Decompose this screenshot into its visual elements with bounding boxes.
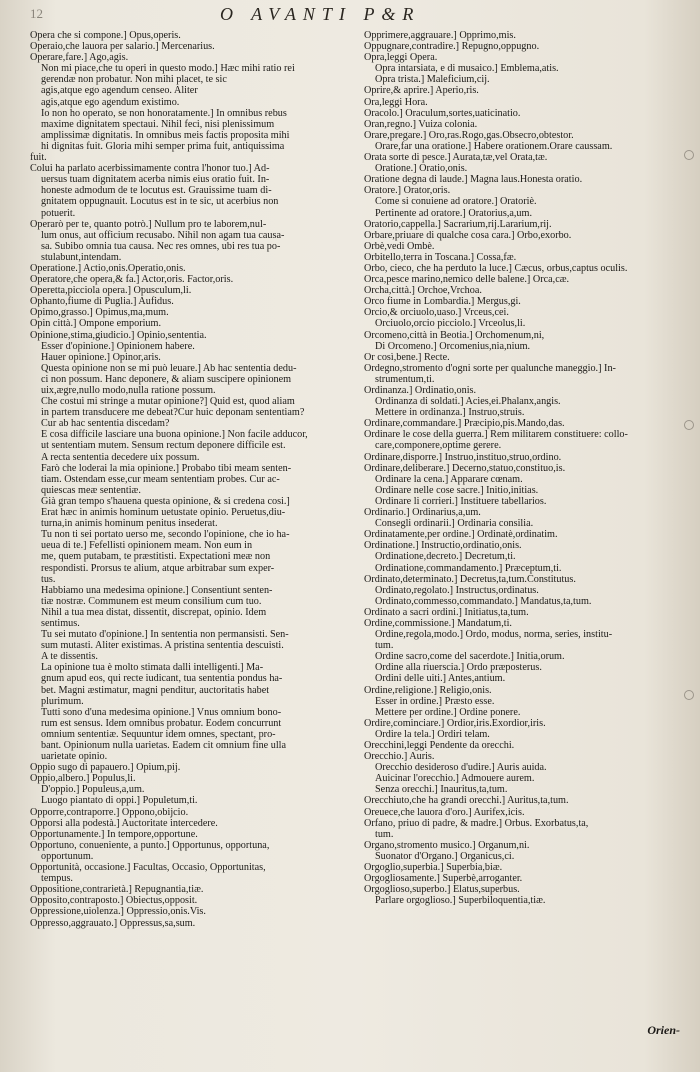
dictionary-entry: Opportuno, conueniente, a punto.] Opportunus, opportuna, [30,839,270,851]
dictionary-entry: Ora,leggi Hora. [364,96,428,108]
dictionary-entry: Questa opinione non se mi può leuare.] Ab hac sententia dedu- [41,362,297,374]
dictionary-entry: ueua di te.] Fefellisti opinionem meam. Non eum in [41,540,253,552]
dictionary-entry: Oppositione,contrarietà.] Repugnantia,tiæ. [30,884,204,896]
dictionary-entry: Cur ab hac sententia discedam? [41,418,170,430]
dictionary-entry: Opporre,contraporre.] Oppono,obijcio. [30,806,189,818]
dictionary-entry: Ordinatione,commandamento.] Præceptum,ti. [375,562,562,574]
dictionary-entry: Oratore.] Orator,oris. [364,185,451,197]
dictionary-entry: in partem transducere me debeat?Cur huic deponam sententiam? [41,407,305,419]
dictionary-entry: Opra trista.] Maleficium,cij. [375,74,490,86]
dictionary-entry: care,componere,optime gerere. [375,440,502,452]
dictionary-entry: Colui ha parlato acerbissimamente contra l'honor tuo.] Ad- [30,163,270,175]
dictionary-entry: Opporsi alla podestà.] Auctoritate intercedere. [30,817,218,829]
dictionary-entry: Come si conuiene ad oratore.] Oratoriè. [375,196,537,208]
dictionary-entry: Opportunità, occasione.] Facultas, Occasio, Opportunitas, [30,862,266,874]
dictionary-entry: Oratorio,cappella.] Sacrarium,rij.Lararium,rij. [364,218,552,230]
dictionary-entry: tum. [375,828,394,840]
ring-mark-icon [684,420,694,430]
dictionary-entry: Ordinario.] Ordinarius,a,um. [364,507,481,519]
dictionary-entry: Operarò per te, quanto potrò.] Nullum pro te laborem,nul- [30,218,267,230]
dictionary-entry: Orgoglioso,superbo.] Elatus,superbus. [364,884,520,896]
dictionary-entry: Opin città.] Ompone emporium. [30,318,161,330]
dictionary-entry: Io non ho operato, se non honoratamente.] In omnibus rebus [41,107,287,119]
dictionary-entry: Nihil a tua mea distat, dissentit, discrepat, opinio. Idem [41,606,267,618]
dictionary-entry: Suonator d'Organo.] Organicus,ci. [375,850,515,862]
dictionary-entry: sa. Subibo omnia tua causa. Nec res omnes, ubi res tua po- [41,240,281,252]
dictionary-entry: A recta sententia decedere uix possum. [41,451,200,463]
dictionary-entry: Parlare orgoglioso.] Superbiloquentia,tiæ. [375,895,546,907]
dictionary-entry: Opposito,contraposto.] Obiectus,opposit. [30,895,198,907]
dictionary-entry: omnium sententiæ. Sequuntur idem omnes, spectant, pro- [41,728,276,740]
dictionary-entry: uarietate opinio. [41,751,108,763]
dictionary-entry: Or così,bene.] Recte. [364,351,450,363]
dictionary-entry: Orcomeno,città in Beotia.] Orchomenum,ni, [364,329,545,341]
dictionary-entry: Di Orcomeno.] Orcomenius,nia,nium. [375,340,531,352]
dictionary-entry: Orfano, priuo di padre, & madre.] Orbus. Exorbatus,ta, [364,817,589,829]
dictionary-entry: Ordinare,deliberare.] Decerno,statuo,constituo,is. [364,462,566,474]
dictionary-entry: bant. Opinionum nulla uarietas. Eadem cit omnium fine ulla [41,740,287,751]
catchword: Orien- [647,1023,680,1037]
dictionary-entry: Operatore,che opera,& fa.] Actor,oris. Factor,oris. [30,274,234,286]
dictionary-entry: me, quem putabam, te præstitisti. Expectationi meæ non [41,551,271,563]
dictionary-entry: Opimo,grasso.] Opimus,ma,mum. [30,307,169,319]
dictionary-entry: quiescas meæ sententiæ. [41,484,141,496]
dictionary-entry: Ordinare,disporre.] Instruo,instituo,struo,ordino. [364,451,562,463]
dictionary-entry: strumentum,ti. [375,373,435,385]
dictionary-entry: potuerit. [41,207,76,219]
dictionary-entry: Hauer opinione.] Opinor,aris. [41,351,161,363]
dictionary-entry: Oratione.] Oratio,onis. [375,163,468,175]
dictionary-entry: Orecchini,leggi Pendente da orecchi. [364,740,515,751]
dictionary-entry: Opera che si compone.] Opus,operis. [30,30,181,41]
dictionary-entry: Mettere in ordinanza.] Instruo,struis. [375,407,525,419]
dictionary-entry: Non mi piace,che tu operi in questo modo.] Hæc mihi ratio rei [41,63,295,75]
dictionary-entry: Oppressione,uiolenza.] Oppressio,onis.Vis. [30,906,206,918]
dictionary-entry: agis,atque ego agendum censeo. Aliter [41,85,198,97]
right-column [364,30,682,1060]
dictionary-entry: bet. Magni æstimatur, magni penditur, auctoritatis habet [41,684,270,696]
dictionary-entry: Opra intarsiata, e di musaico.] Emblema,atis. [375,63,559,75]
dictionary-entry: Orco fiume in Lombardia.] Mergus,gi. [364,296,521,308]
dictionary-entry: Operare,fare.] Ago,agis. [30,52,129,64]
dictionary-entry: Ordinatione.] Instructio,ordinatio,onis. [364,540,522,552]
dictionary-entry: Ordegno,stromento d'ogni sorte per qualunche maneggio.] In- [364,362,616,374]
dictionary-entry: Orgogliosamente.] Superbè,arroganter. [364,873,523,885]
dictionary-entry: Ordinare li corrieri.] Instituere tabellarios. [375,495,547,507]
dictionary-entry: respondisti. Prorsus te alium, atque arbitrabar sum exper- [41,562,275,574]
dictionary-entry: Ordine alla riuerscia.] Ordo præposterus. [375,662,542,674]
dictionary-entry: agis,atque ego agendum existimo. [41,96,180,108]
dictionary-entry: Orbitello,terra in Toscana.] Cossa,fæ. [364,251,517,263]
dictionary-entry: Ordine,commissione.] Mandatum,ti. [364,617,512,629]
dictionary-entry: Consegli ordinarii.] Ordinaria consilia. [375,518,534,530]
dictionary-entry: ut sententiam mutem. Sensum rectum deponere difficile est. [41,440,286,452]
dictionary-entry: rum est sensus. Idem omnibus probatur. Eodem concurrunt [41,717,282,729]
dictionary-entry: Ordine sacro,come del sacerdote.] Initia,orum. [375,651,565,663]
dictionary-entry: Opinione,stima,giudicio.] Opinio,sententia. [30,329,207,341]
dictionary-entry: gerendæ non probatur. Non mihi placet, te sic [41,74,227,86]
dictionary-entry: hi dignitas fuit. Gloria mihi semper prima fuit, antiquissima [41,140,285,152]
dictionary-entry: Oprire,& aprire.] Aperio,ris. [364,85,479,97]
dictionary-entry: Ordinanza di soldati.] Acies,ei.Phalanx,angis. [375,396,561,408]
dictionary-entry: Erat hæc in animis hominum uetustate opinio. Peruetus,diu- [41,507,286,519]
dictionary-entry: Ordinanza.] Ordinatio,onis. [364,385,477,396]
dictionary-entry: Operaio,che lauora per salario.] Mercenarius. [30,41,215,53]
dictionary-entry: Ordinare le cose della guerra.] Rem militarem constituere: collo- [364,429,628,441]
dictionary-entry: Oppugnare,contradire.] Repugno,oppugno. [364,41,540,53]
dictionary-entry: Orbare,priuare di qualche cosa cara.] Orbo,exorbo. [364,229,572,241]
dictionary-entry: ci non possum. Hanc deponere, & aliam suscipere opinionem [41,373,292,385]
dictionary-entry: Luogo piantato di oppi.] Populetum,ti. [41,795,198,807]
ring-mark-icon [684,690,694,700]
dictionary-entry: gnitatem oppugnauit. Locutus est in te sic, ut acerbius non [41,196,279,208]
dictionary-entry: Oreuece,che lauora d'oro.] Aurifex,icis. [364,806,525,818]
dictionary-entry: Operetta,picciola opera.] Opusculum,li. [30,285,192,297]
dictionary-entry: fuit. [30,152,47,164]
dictionary-entry: Senza orecchi.] Inauritus,ta,tum. [375,784,508,796]
dictionary-entry: gnum apud eos, qui recte iudicant, tua sententia pondus ha- [41,673,283,685]
dictionary-entry: Ordine,religione.] Religio,onis. [364,684,492,696]
dictionary-entry: Già gran tempo s'hauena questa opinione, & si credena cosi.] [41,495,290,507]
dictionary-entry: tus. [41,573,56,585]
dictionary-entry: Oracolo.] Oraculum,sortes,uaticinatio. [364,107,521,119]
dictionary-entry: stulabunt,intendam. [41,251,122,263]
dictionary-entry: Orbo, cieco, che ha perduto la luce.] Cæcus, orbus,captus oculis. [364,262,628,274]
dictionary-entry: Orgoglio,superbia.] Superbia,biæ. [364,862,503,874]
dictionary-entry: Orata sorte di pesce.] Aurata,tæ,vel Orata,tæ. [364,152,548,164]
dictionary-entry: amplissimæ dignitatis. In omnibus meis factis proposita mihi [41,129,290,141]
dictionary-entry: Ophanto,fiume di Puglia.] Aufidus. [30,296,174,308]
dictionary-entry: Ordinato,regolato.] Instructus,ordinatus. [375,584,539,596]
dictionary-entry: D'oppio.] Populeus,a,um. [41,784,145,796]
dictionary-entry: E cosa difficile lasciare una buona opinione.] Non facile adducor, [41,429,308,441]
dictionary-entry: Tu non ti sei portato uerso me, secondo l'opinione, che io ha- [41,529,290,541]
dictionary-entry: Ordire,cominciare.] Ordior,iris.Exordior,iris. [364,717,546,729]
dictionary-entry: Ordinato,commesso,commandato.] Mandatus,ta,tum. [375,595,592,607]
dictionary-entry: Ordire la tela.] Ordiri telam. [375,728,490,740]
ring-mark-icon [684,150,694,160]
dictionary-entry: Orecchio.] Auris. [364,751,435,763]
dictionary-entry: Ordinare la cena.] Apparare cœnam. [375,473,523,485]
dictionary-entry: Orbè,vedi Ombè. [364,240,435,252]
dictionary-entry: Pertinente ad oratore.] Oratorius,a,um. [375,207,533,219]
dictionary-entry: lum onus, aut officium recusabo. Nihil non agam tua causa- [41,229,285,241]
dictionary-entry: Orare,far una oratione.] Habere orationem.Orare caussam. [375,140,613,152]
dictionary-entry: sentimus. [41,617,80,629]
dictionary-entry: uix,ægre,nullo modo,nulla ratione possum. [41,385,216,396]
dictionary-entry: Orciuolo,orcio picciolo.] Vrceolus,li. [375,318,526,330]
dictionary-entry: Habbiamo una medesima opinione.] Consentiunt senten- [41,584,273,596]
folio-number: 12 [30,6,43,21]
dictionary-entry: Orca,pesce marino,nemico delle balene.] Orca,cæ. [364,274,570,286]
dictionary-entry: Ordinatione,decreto.] Decretum,ti. [375,551,516,563]
running-title: O AVANTI P&R [220,4,421,24]
dictionary-entry: Orecchiuto,che ha grandi orecchi.] Auritus,ta,tum. [364,795,569,807]
dictionary-entry: Oppio,albero.] Populus,li. [30,773,136,785]
dictionary-entry: Esser d'opinione.] Opinionem habere. [41,340,195,352]
dictionary-entry: Opra,leggi Opera. [364,52,438,64]
dictionary-entry: Ordinato a sacri ordini.] Initiatus,ta,tum. [364,606,529,618]
dictionary-entry: sum mutasti. Aliter existimas. A pristina sententia descuisti. [41,640,284,652]
dictionary-entry: Opportunamente.] In tempore,opportune. [30,828,198,840]
dictionary-entry: tiam. Ostendam esse,cur meam sententiam probes. Cur ac- [41,473,280,485]
left-column [30,30,342,1060]
dictionary-entry: maxime dignitatem spectaui. Nihil feci, nisi plenissimum [41,118,275,130]
dictionary-entry: Oratione degna di laude.] Magna laus.Honesta oratio. [364,174,583,186]
dictionary-entry: turna,in animis hominum penitus insederat. [41,518,218,530]
dictionary-entry: A te dissentis. [41,651,98,663]
dictionary-entry: Operatione.] Actio,onis.Operatio,onis. [30,262,186,274]
dictionary-entry: Tu sei mutato d'opinione.] In sententia non permansisti. Sen- [41,629,289,641]
dictionary-entry: Orecchio desideroso d'udire.] Auris auida. [375,762,547,774]
dictionary-entry: Ordinato,determinato.] Decretus,ta,tum.Constitutus. [364,573,576,585]
dictionary-entry: Orcio,& orciuolo,uaso.] Vrceus,cei. [364,307,509,319]
dictionary-entry: tempus. [41,873,73,885]
dictionary-entry: Organo,stromento musico.] Organum,ni. [364,839,530,851]
dictionary-entry: Opprimere,aggrauare.] Opprimo,mis. [364,30,516,41]
dictionary-entry: Che costui mi stringe a mutar opinione?] Quid est, quod aliam [41,396,295,408]
dictionary-entry: Orare,pregare.] Oro,ras.Rogo,gas.Obsecro,obtestor. [364,129,574,141]
dictionary-entry: opportunum. [41,850,94,862]
running-head [0,4,700,26]
dictionary-entry: Ordinare,commandare.] Præcipio,pis.Mando,das. [364,418,565,430]
dictionary-entry: Ordinatamente,per ordine.] Ordinatè,ordinatim. [364,529,558,541]
dictionary-entry: plurimum. [41,695,84,707]
dictionary-entry: Tutti sono d'una medesima opinione.] Vnus omnium bono- [41,706,282,718]
dictionary-entry: Oran,regno.] Vuiza colonia. [364,118,478,130]
dictionary-entry: honeste admodum de te locutus est. Grauissime tuam di- [41,185,272,197]
dictionary-entry: tiæ nostræ. Communem est meum consilium cum tuo. [41,595,262,607]
dictionary-entry: tum. [375,640,394,652]
dictionary-entry: Ordinare nelle cose sacre.] Initio,initias. [375,484,539,496]
dictionary-entry: Oppio sugo di papauero.] Opium,pij. [30,762,181,774]
dictionary-entry: Ordini delle uiti.] Antes,antium. [375,673,506,685]
dictionary-entry: Mettere per ordine.] Ordine ponere. [375,706,521,718]
dictionary-entry: Orcha,città.] Orchoe,Vrchoa. [364,285,482,297]
dictionary-entry: Esser in ordine.] Præsto esse. [375,695,495,707]
dictionary-entry: uersus tuam dignitatem acerba nimis eius oratio fuit. In- [41,174,270,186]
dictionary-entry: Oppresso,aggrauato.] Oppressus,sa,sum. [30,917,196,929]
dictionary-entry: Auicinar l'orecchio.] Admouere aurem. [375,773,535,785]
dictionary-entry: La opinione tua è molto stimata dalli intelligenti.] Ma- [41,662,264,674]
dictionary-entry: Ordine,regola,modo.] Ordo, modus, norma, series, institu- [375,629,613,641]
dictionary-entry: Farò che loderai la mia opinione.] Probabo tibi meam senten- [41,462,292,474]
